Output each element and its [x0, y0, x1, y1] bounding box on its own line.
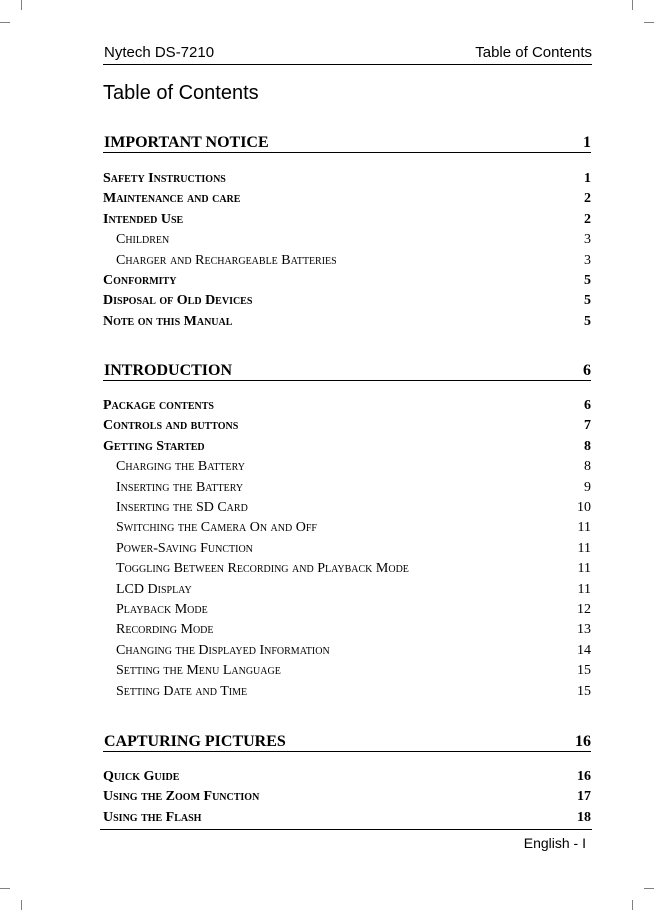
toc-entry-title: Maintenance and care [103, 191, 241, 207]
toc-entry-title: Charging the Battery [116, 459, 246, 475]
toc-entry[interactable] [103, 499, 591, 517]
page-header [103, 44, 592, 65]
toc-entry-page-number: 8 [584, 438, 591, 454]
toc-entry-title: Quick Guide [103, 769, 180, 784]
toc-entry-page-number: 3 [584, 232, 591, 248]
toc-entry-page-number: 8 [584, 459, 591, 475]
toc-entry[interactable] [103, 621, 591, 639]
toc-entry-page-number: 14 [577, 642, 591, 658]
toc-entry-title: Package contents [103, 398, 214, 413]
chapter-heading[interactable] [103, 362, 591, 381]
toc-entry-title: Safety Instructions [103, 171, 226, 186]
toc-entry-title: Playback Mode [116, 602, 208, 617]
crop-mark [632, 900, 633, 910]
toc-entry-title: LCD Display [116, 581, 192, 597]
toc-entry-title: Intended Use [103, 211, 184, 227]
toc-entry-page-number: 5 [584, 313, 591, 329]
header-section-name: Table of Contents [475, 44, 592, 61]
toc-entry-title: Recording Mode [116, 622, 214, 638]
crop-mark [21, 0, 22, 10]
toc-entry-title: Conformity [103, 273, 177, 288]
toc-entry[interactable] [103, 438, 591, 456]
toc-entry-page-number: 5 [584, 273, 591, 288]
toc-entry[interactable] [103, 662, 591, 680]
toc-entry-page-number: 9 [584, 479, 591, 495]
chapter-page-number: 1 [583, 134, 591, 151]
toc-entry-page-number: 15 [577, 683, 591, 699]
toc-entry-title: Getting Started [103, 438, 205, 454]
toc-entry[interactable] [103, 642, 591, 660]
toc-entry-title: Toggling Between Recording and Playback Mode [116, 561, 409, 577]
crop-mark [632, 0, 633, 10]
toc-entry[interactable] [103, 252, 591, 270]
toc-entry-page-number: 11 [577, 540, 591, 556]
toc-entry-page-number: 11 [577, 561, 591, 577]
toc-entry-title: Charger and Rechargeable Batteries [116, 252, 337, 268]
toc-entry-title: Using the Flash [103, 809, 202, 825]
chapter-title: IMPORTANT NOTICE [104, 134, 269, 151]
header-product-name: Nytech DS-7210 [104, 44, 215, 61]
toc-entry-page-number: 11 [577, 520, 591, 536]
toc-entry[interactable] [103, 292, 591, 310]
toc-entry[interactable] [103, 272, 591, 290]
crop-mark [0, 22, 10, 23]
toc-entry[interactable] [103, 601, 591, 619]
toc-entry[interactable] [103, 458, 591, 476]
toc-entry-title: Switching the Camera On and Off [116, 520, 317, 536]
toc-entry[interactable] [103, 519, 591, 537]
toc-entry-title: Setting the Menu Language [116, 663, 281, 679]
toc-entry-page-number: 11 [577, 581, 591, 597]
crop-mark [0, 888, 10, 889]
toc-entry[interactable] [103, 397, 591, 415]
toc-entry[interactable] [103, 417, 591, 435]
toc-entry-page-number: 16 [577, 769, 591, 784]
chapter-heading[interactable] [103, 134, 591, 153]
crop-mark [21, 900, 22, 910]
toc-entry-title: Inserting the Battery [116, 479, 244, 495]
toc-entry-title: Children [116, 232, 170, 248]
toc-entry-page-number: 7 [584, 418, 591, 434]
toc-entry-page-number: 15 [577, 663, 591, 679]
toc-entry-page-number: 17 [577, 789, 591, 805]
toc-entry-page-number: 6 [584, 398, 591, 413]
toc-entry[interactable] [103, 683, 591, 701]
crop-mark [644, 888, 654, 889]
toc-entry[interactable] [103, 581, 591, 599]
chapter-title: INTRODUCTION [104, 362, 233, 379]
toc-entry[interactable] [103, 211, 591, 229]
toc-entry-title: Using the Zoom Function [103, 789, 260, 805]
toc-entry[interactable] [103, 190, 591, 208]
toc-entry-page-number: 12 [577, 602, 591, 617]
toc-entry-title: Inserting the SD Card [116, 500, 248, 515]
chapter-title: CAPTURING PICTURES [104, 733, 286, 750]
toc-entry-page-number: 5 [584, 293, 591, 309]
toc-entry-title: Note on this Manual [103, 313, 233, 329]
toc-entry[interactable] [103, 170, 591, 188]
toc-entry-title: Setting Date and Time [116, 683, 248, 699]
chapter-page-number: 6 [583, 362, 591, 379]
toc-entry[interactable] [103, 768, 591, 786]
chapter-heading[interactable] [103, 733, 591, 752]
toc-entry[interactable] [103, 809, 591, 827]
footer-rule [100, 829, 592, 830]
toc-entry[interactable] [103, 231, 591, 249]
toc-entry[interactable] [103, 313, 591, 331]
toc-entry-page-number: 2 [584, 191, 591, 207]
chapter-page-number: 16 [575, 733, 591, 750]
crop-mark [644, 22, 654, 23]
footer-page-label: English - I [523, 835, 586, 851]
toc-entry[interactable] [103, 479, 591, 497]
toc-entry[interactable] [103, 540, 591, 558]
toc-entry-title: Disposal of Old Devices [103, 293, 253, 309]
toc-entry-title: Power-Saving Function [116, 540, 253, 556]
toc-entry[interactable] [103, 560, 591, 578]
toc-entry-page-number: 3 [584, 252, 591, 268]
toc-entry[interactable] [103, 788, 591, 806]
toc-entry-title: Changing the Displayed Information [116, 642, 330, 658]
page-title: Table of Contents [103, 82, 259, 104]
toc-entry-page-number: 10 [577, 500, 591, 515]
toc-entry-page-number: 18 [577, 809, 591, 825]
toc-entry-page-number: 1 [584, 171, 591, 186]
toc-entry-page-number: 2 [584, 211, 591, 227]
toc-entry-title: Controls and buttons [103, 418, 239, 434]
toc-entry-page-number: 13 [577, 622, 591, 638]
